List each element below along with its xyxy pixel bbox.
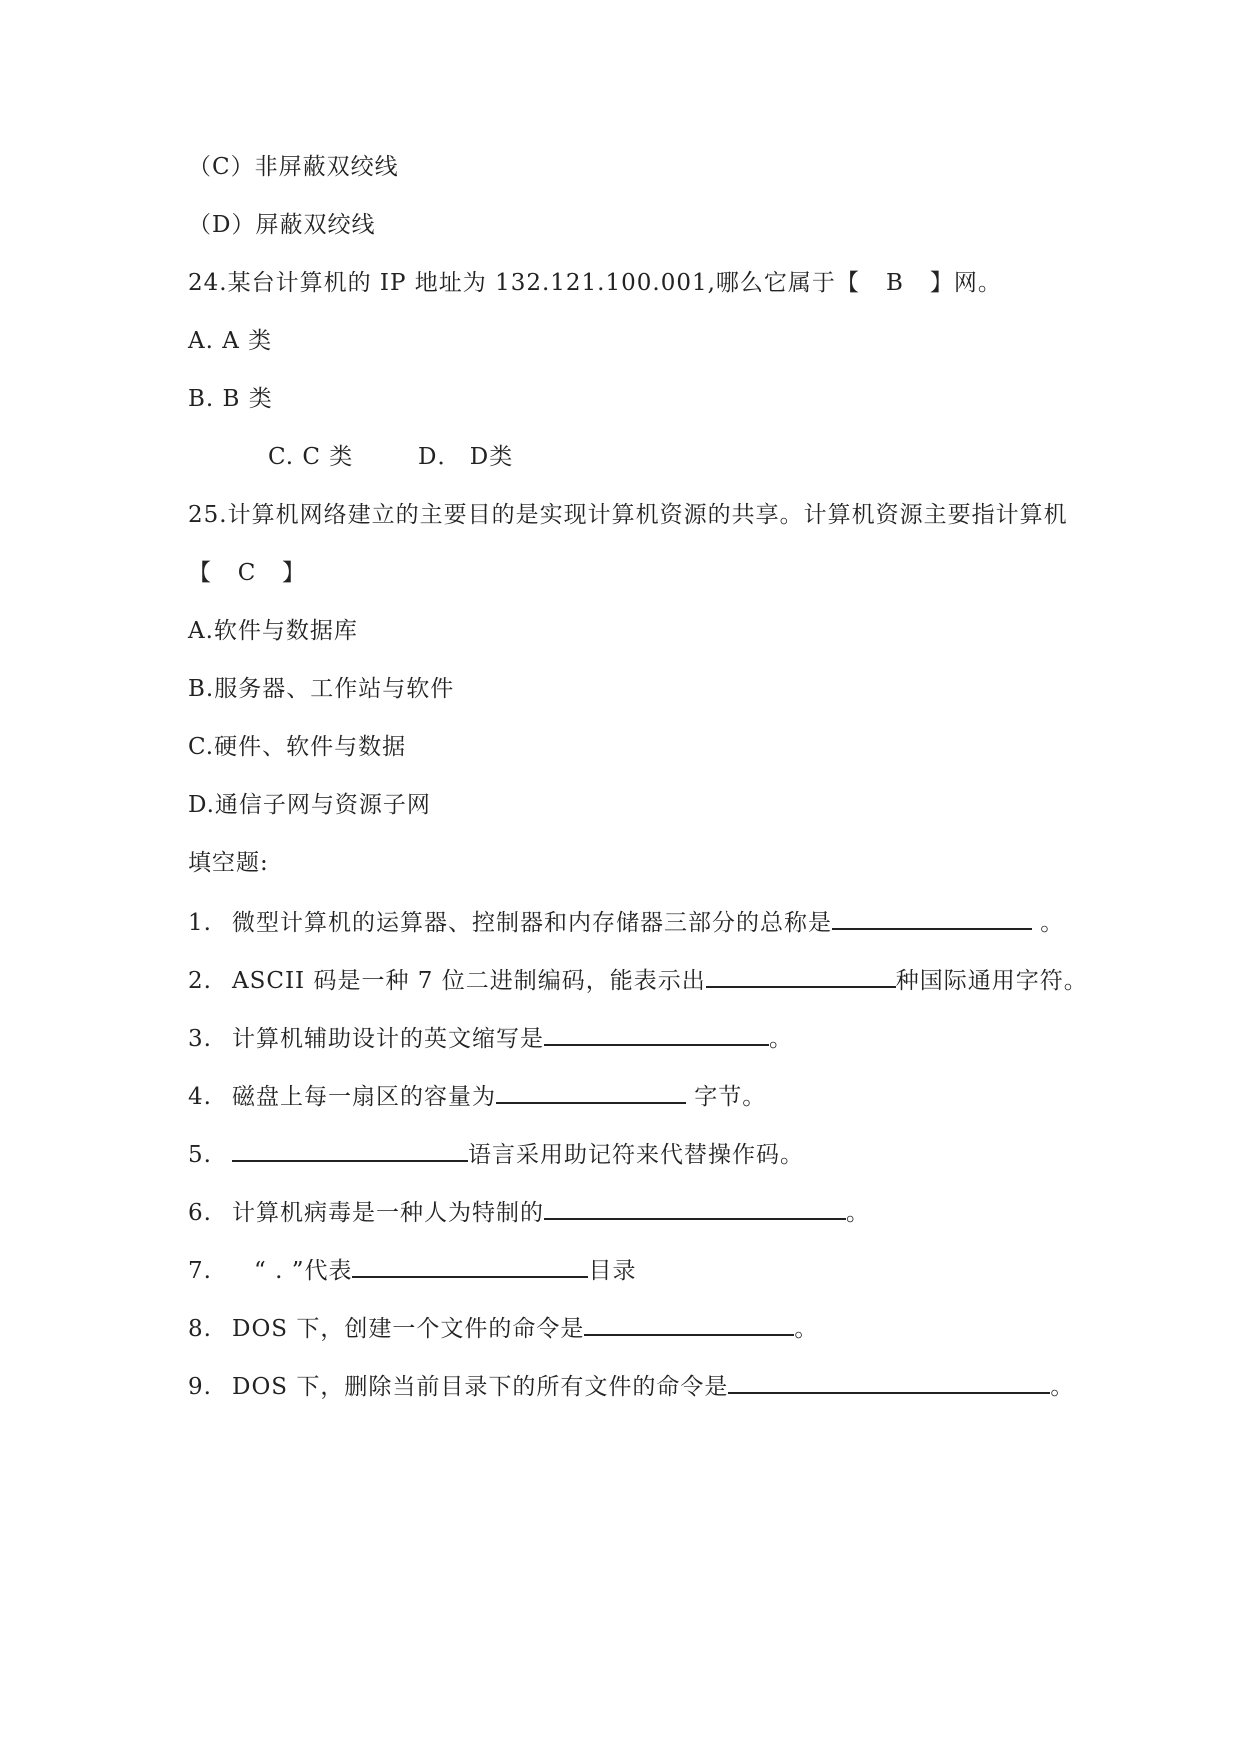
fill-item-4 bbox=[188, 1080, 766, 1112]
fill-item-text-before: 计算机辅助设计的英文缩写是 bbox=[232, 1026, 544, 1052]
fill-item-text-before: 计算机病毒是一种人为特制的 bbox=[232, 1200, 544, 1226]
fill-item-number: 5. bbox=[188, 1142, 212, 1168]
q24-answer: B bbox=[885, 270, 904, 296]
fill-item-text-before: DOS 下，创建一个文件的命令是 bbox=[232, 1316, 585, 1342]
q25-option-a: A.软件与数据库 bbox=[188, 618, 358, 644]
answer-blank[interactable] bbox=[496, 1080, 686, 1104]
q23-option-d: （D）屏蔽双绞线 bbox=[188, 212, 376, 238]
q24-option-d: D． D类 bbox=[418, 444, 514, 470]
fill-item-text-after: 种国际通用字符。 bbox=[895, 968, 1088, 994]
q24-option-a: A. A 类 bbox=[188, 328, 273, 354]
answer-blank[interactable] bbox=[584, 1312, 794, 1336]
fill-item-number: 1. bbox=[188, 910, 212, 936]
q24-stem bbox=[188, 268, 1002, 298]
q24-option-c: C. C 类 bbox=[268, 444, 354, 470]
fill-item-text-after: 。 bbox=[769, 1026, 793, 1052]
fill-item-text-after: 。 bbox=[846, 1200, 870, 1226]
q24-stem-suffix: 】网。 bbox=[929, 270, 1002, 296]
answer-blank[interactable] bbox=[706, 964, 896, 988]
fill-item-text-before: DOS 下，删除当前目录下的所有文件的命令是 bbox=[232, 1374, 729, 1400]
fill-section-heading: 填空题: bbox=[188, 850, 269, 876]
fill-item-number: 4. bbox=[188, 1084, 212, 1110]
fill-item-number: 2. bbox=[188, 968, 212, 994]
fill-item-1 bbox=[188, 906, 1064, 938]
q24-option-b: B. B 类 bbox=[188, 386, 273, 412]
fill-item-8 bbox=[188, 1312, 818, 1344]
answer-blank[interactable] bbox=[232, 1138, 468, 1162]
fill-item-number: 3. bbox=[188, 1026, 212, 1052]
fill-item-text-before: “ . ”代表 bbox=[254, 1258, 353, 1284]
fill-item-number: 6. bbox=[188, 1200, 212, 1226]
fill-item-text-before: 微型计算机的运算器、控制器和内存储器三部分的总称是 bbox=[232, 910, 832, 936]
q24-stem-prefix: 24.某台计算机的 IP 地址为 132.121.100.001,哪么它属于【 bbox=[188, 270, 860, 296]
fill-item-number: 8. bbox=[188, 1316, 212, 1342]
fill-item-text-after: 语言采用助记符来代替操作码。 bbox=[468, 1142, 804, 1168]
q25-answer: C bbox=[237, 560, 257, 586]
fill-item-text-after: 。 bbox=[1050, 1374, 1075, 1400]
fill-item-text-before: 磁盘上每一扇区的容量为 bbox=[232, 1084, 496, 1110]
fill-item-3 bbox=[188, 1022, 793, 1054]
q25-option-d: D.通信子网与资源子网 bbox=[188, 792, 431, 818]
fill-item-6 bbox=[188, 1196, 870, 1228]
fill-item-2 bbox=[188, 964, 1088, 996]
answer-blank[interactable] bbox=[832, 906, 1032, 930]
q23-option-c: （C）非屏蔽双绞线 bbox=[188, 154, 399, 180]
q25-option-b: B.服务器、工作站与软件 bbox=[188, 676, 455, 702]
q25-bracket-close: 】 bbox=[282, 560, 306, 586]
answer-blank[interactable] bbox=[544, 1196, 846, 1220]
fill-item-9 bbox=[188, 1370, 1074, 1402]
fill-item-7 bbox=[188, 1254, 636, 1286]
answer-blank[interactable] bbox=[352, 1254, 588, 1278]
fill-item-text-after: 字节。 bbox=[686, 1084, 767, 1110]
fill-item-text-after: 目录 bbox=[588, 1258, 637, 1284]
q25-option-c: C.硬件、软件与数据 bbox=[188, 734, 407, 760]
q25-bracket-open: 【 bbox=[188, 560, 212, 586]
fill-item-text-before: ASCII 码是一种 7 位二进制编码，能表示出 bbox=[232, 968, 706, 994]
fill-item-5 bbox=[188, 1138, 804, 1170]
answer-blank[interactable] bbox=[728, 1370, 1050, 1394]
q25-stem: 25.计算机网络建立的主要目的是实现计算机资源的共享。计算机资源主要指计算机 bbox=[188, 502, 1068, 528]
fill-item-number: 7. bbox=[188, 1258, 212, 1284]
fill-item-number: 9. bbox=[188, 1374, 212, 1400]
fill-item-text-after: 。 bbox=[1032, 910, 1065, 936]
fill-item-text-after: 。 bbox=[794, 1316, 819, 1342]
q25-answer-bracket bbox=[188, 558, 306, 588]
answer-blank[interactable] bbox=[544, 1022, 769, 1046]
